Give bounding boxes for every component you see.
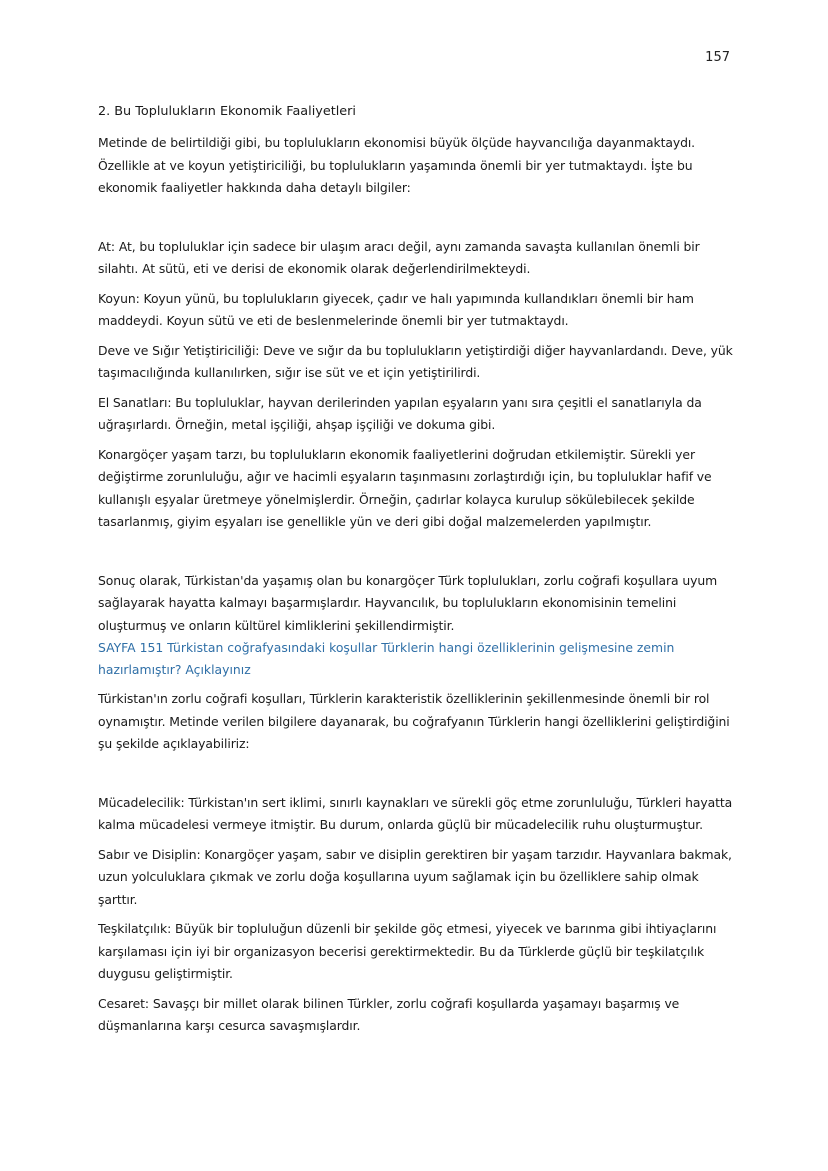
section-heading: 2. Bu Toplulukların Ekonomik Faaliyetleri bbox=[98, 104, 356, 119]
question-heading: SAYFA 151 Türkistan coğrafyasındaki koşullar Türklerin hangi özelliklerinin gelişmesine zemin hazırlamıştır? Açıklayınız bbox=[98, 640, 675, 677]
answer-intro: Türkistan'ın zorlu coğrafi koşulları, Türklerin karakteristik özelliklerinin şekillenmesinde önemli bir rol oynamıştır. Metinde verilen bilgilere dayanarak, bu coğrafyanın Türklerin hangi özelliklerini geliştirdiğini şu şekilde açıklayabiliriz: bbox=[98, 691, 730, 751]
activity-crafts: El Sanatları: Bu topluluklar, hayvan derilerinden yapılan eşyaların yanı sıra çeşitli el sanatlarıyla da uğraşırlardı. Örneğin, metal işçiliği, ahşap işçiliği ve dokuma gibi. bbox=[98, 394, 702, 432]
activity-sheep: Koyun: Koyun yünü, bu toplulukların giyecek, çadır ve halı yapımında kullandıkları önemli bir ham maddeydi. Koyun sütü ve eti de beslenmelerinde önemli bir yer tutmaktaydı. bbox=[98, 290, 694, 328]
trait-organization: Teşkilatçılık: Büyük bir topluluğun düzenli bir şekilde göç etmesi, yiyecek ve barınma gibi ihtiyaçlarını karşılaması için iyi bir organizasyon becerisi gerektirmektedir. Bu da Türklerde güçlü bir teşkilatçılık duygusu geliştirmiştir. bbox=[98, 921, 717, 981]
trait-patience-discipline: Sabır ve Disiplin: Konargöçer yaşam, sabır ve disiplin gerektiren bir yaşam tarzıdır. Hayvanlara bakmak, uzun yolculuklara çıkmak ve zorlu doğa koşullarına uyum sağlamak için bu özelliklere sahip olmak şarttır. bbox=[98, 846, 732, 907]
page-content bbox=[98, 102, 738, 1038]
page-number: 157 bbox=[705, 50, 730, 65]
intro-paragraph: Metinde de belirtildiği gibi, bu toplulukların ekonomisi büyük ölçüde hayvancılığa dayanmaktaydı. Özellikle at ve koyun yetiştiriciliği, bu toplulukların yaşamında önemli bir yer tutmaktaydı. İşte bu ekonomik faaliyetler hakkında daha detaylı bilgiler: bbox=[98, 135, 696, 195]
activity-camel-cattle: Deve ve Sığır Yetiştiriciliği: Deve ve sığır da bu toplulukların yetiştirdiği diğer hayvanlardandı. Deve, yük taşımacılığında kullanılırken, sığır ise süt ve et için yetiştirilirdi. bbox=[98, 342, 733, 380]
activity-horse: At: At, bu topluluklar için sadece bir ulaşım aracı değil, aynı zamanda savaşta kullanılan önemli bir silahtı. At sütü, eti ve derisi de ekonomik olarak değerlendirilmekteydi. bbox=[98, 238, 700, 276]
trait-courage: Cesaret: Savaşçı bir millet olarak bilinen Türkler, zorlu coğrafi koşullarda yaşamayı başarmış ve düşmanlarına karşı cesurca savaşmışlardır. bbox=[98, 995, 680, 1033]
trait-struggle: Mücadelecilik: Türkistan'ın sert iklimi, sınırlı kaynakları ve sürekli göç etme zorunluluğu, Türkleri hayatta kalma mücadelesi vermeye itmiştir. Bu durum, onlarda güçlü bir mücadelecilik ruhu oluşturmuştur. bbox=[98, 794, 733, 832]
nomadic-lifestyle-paragraph: Konargöçer yaşam tarzı, bu toplulukların ekonomik faaliyetlerini doğrudan etkilemiştir. Sürekli yer değiştirme zorunluluğu, ağır ve hacimli eşyaların taşınmasını zorlaştırdığı için, bu topluluklar hafif ve kullanışlı eşyalar üretmeye yönelmişlerdir. Örneğin, çadırlar kolayca kurulup sökülebilecek şekilde tasarlanmış, giyim eşyaları ise genellikle yün ve deri gibi doğal malzemelerden yapılmıştır. bbox=[98, 446, 712, 529]
conclusion-paragraph: Sonuç olarak, Türkistan'da yaşamış olan bu konargöçer Türk toplulukları, zorlu coğrafi koşullara uyum sağlayarak hayatta kalmayı başarmışlardır. Hayvancılık, bu toplulukların ekonomisinin temelini oluşturmuş ve onların kültürel kimliklerini şekillendirmiştir. bbox=[98, 572, 718, 633]
